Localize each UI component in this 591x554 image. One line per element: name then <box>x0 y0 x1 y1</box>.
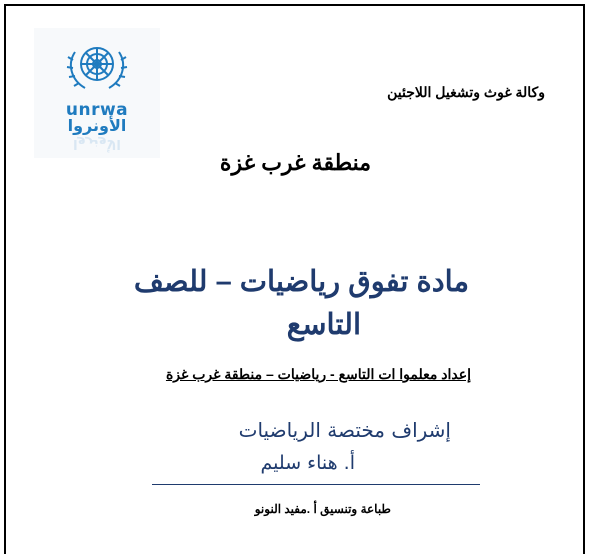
supervisor-name: أ. هناء سليم <box>260 452 355 474</box>
prepared-by-line: إعداد معلموا ات التاسع - رياضيات – منطقة غرب غزة <box>165 366 471 382</box>
logo-reflection: الأونروا <box>73 136 121 151</box>
region-heading: منطقة غرب غزة <box>219 150 372 175</box>
printing-credit: طباعة وتنسيق أ .مفيد النونو <box>254 502 391 516</box>
divider-rule <box>152 484 480 485</box>
agency-name: وكالة غوث وتشغيل اللاجئين <box>387 84 545 100</box>
logo-arabic-text: الأونروا <box>67 116 127 135</box>
un-emblem-icon <box>34 28 160 100</box>
subject-title-line2: التاسع <box>286 309 361 341</box>
logo-latin-text: unrwa <box>65 100 129 120</box>
unrwa-logo <box>34 28 160 158</box>
subject-title-line1: مادة تفوق رياضيات – للصف <box>133 266 469 298</box>
supervision-line: إشراف مختصة الرياضيات <box>238 418 451 442</box>
